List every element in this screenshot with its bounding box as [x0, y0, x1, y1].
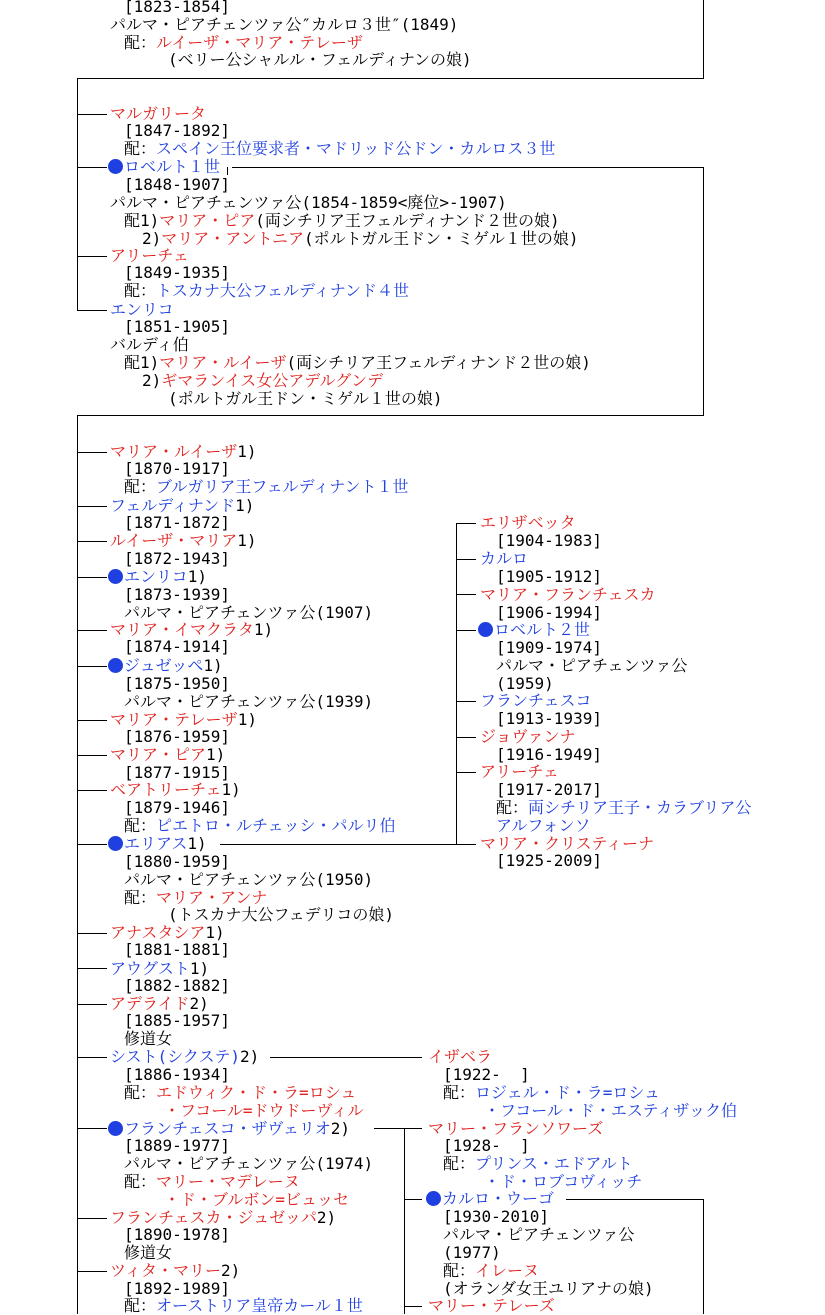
tree-text-line — [480, 550, 528, 568]
connector-line — [456, 523, 457, 845]
connector-line — [77, 666, 107, 667]
tree-text-line — [124, 1066, 230, 1084]
person-name[interactable]: カルロ・ウーゴ — [442, 1189, 555, 1208]
detail-text: 1) — [206, 745, 226, 764]
person-name[interactable]: マリア・イマクラタ — [110, 620, 254, 639]
tree-text-line — [164, 1102, 364, 1120]
connector-line — [456, 772, 476, 773]
detail-text: 1) — [237, 531, 257, 550]
detail-text: (両シチリア王フェルディナンド２世の娘) — [255, 211, 560, 230]
connector-line — [77, 256, 107, 257]
tree-text-line — [124, 728, 230, 746]
tree-text-line — [124, 941, 230, 959]
person-name[interactable]: マリア・ピア — [159, 211, 256, 230]
detail-text: パルマ・ピアチェンツァ公 — [443, 1225, 635, 1244]
tree-text-line — [496, 639, 602, 657]
tree-text-line — [480, 692, 592, 710]
tree-text-line — [124, 977, 230, 995]
detail-text: パルマ・ピアチェンツァ公(1939) — [124, 692, 374, 711]
detail-text: 2) — [142, 371, 162, 390]
tree-text-line — [443, 1155, 633, 1173]
tree-text-line — [124, 264, 230, 282]
detail-text: [1851-1905] — [124, 317, 230, 336]
connector-line — [270, 1057, 422, 1058]
detail-text: パルマ・ピアチェンツァ公 — [496, 656, 688, 675]
tree-text-line — [124, 586, 230, 604]
detail-text: [1913-1939] — [496, 709, 602, 728]
tree-text-line — [426, 1190, 554, 1208]
detail-text: [1905-1912] — [496, 567, 602, 586]
tree-text-line — [480, 728, 576, 746]
detail-text: パルマ・ピアチェンツァ公(1974) — [124, 1154, 374, 1173]
detail-text: [1890-1978] — [124, 1225, 230, 1244]
connector-line — [703, 1199, 704, 1314]
person-name[interactable]: スペイン王位要求者・マドリッド公ドン・カルロス３世 — [156, 139, 556, 158]
person-name[interactable]: アルフォンソ — [496, 816, 591, 835]
detail-text: バルディ伯 — [110, 335, 189, 354]
tree-text-line — [124, 0, 230, 16]
tree-text-line — [478, 621, 590, 639]
person-name[interactable]: アリーチェ — [110, 246, 189, 265]
tree-text-line — [168, 390, 442, 408]
tree-text-line — [108, 568, 207, 586]
person-name[interactable]: エリアス — [124, 834, 188, 853]
detail-text: 配1) — [124, 353, 160, 372]
detail-text: 1) — [253, 620, 274, 639]
detail-text: [1875-1950] — [124, 674, 230, 693]
person-name[interactable]: マリア・ピア — [110, 745, 207, 764]
detail-text: [1848-1907] — [124, 175, 230, 194]
tree-text-line — [124, 550, 230, 568]
detail-text: パルマ・ピアチェンツァ公(1854-1859<廃位>-1907) — [110, 193, 507, 212]
tree-text-line — [110, 532, 256, 550]
detail-text: [1882-1882] — [124, 976, 230, 995]
tree-text-line — [124, 1030, 172, 1048]
detail-text: [1925-2009] — [496, 851, 602, 870]
detail-text: 1) — [237, 710, 257, 729]
detail-text: [1922- ] — [443, 1065, 530, 1084]
detail-text: [1917-2017] — [496, 780, 602, 799]
connector-line — [404, 1306, 422, 1307]
connector-line — [77, 415, 704, 416]
tree-text-line — [124, 212, 560, 230]
detail-text: [1881-1881] — [124, 940, 230, 959]
tree-text-line — [496, 710, 602, 728]
tree-text-line — [124, 1226, 230, 1244]
connector-line — [77, 1128, 107, 1129]
detail-text: 配： — [124, 139, 157, 158]
person-name[interactable]: エンリコ — [124, 567, 188, 586]
person-name[interactable]: ブルガリア王フェルディナント１世 — [156, 477, 409, 496]
person-name[interactable]: アナスタシア — [110, 923, 206, 942]
tree-text-line — [110, 1048, 259, 1066]
person-name[interactable]: フランチェスコ・ザヴェリオ — [124, 1119, 331, 1138]
tree-text-line — [124, 817, 396, 835]
tree-text-line — [496, 852, 602, 870]
tree-text-line — [480, 514, 576, 532]
detail-text: [1930-2010] — [443, 1207, 549, 1226]
tree-text-line — [142, 230, 578, 248]
tree-text-line — [496, 532, 602, 550]
person-name[interactable]: ・ド・ブルボン=ビュッセ — [164, 1190, 349, 1209]
person-name[interactable]: アデライド — [110, 994, 190, 1013]
person-name[interactable]: オーストリア皇帝カール１世 — [156, 1296, 363, 1315]
tree-text-line — [108, 158, 220, 176]
tree-text-line — [124, 140, 555, 158]
detail-text: 2) — [240, 1047, 260, 1066]
person-name[interactable]: アリーチェ — [480, 762, 559, 781]
person-name[interactable]: ベアトリーチェ — [110, 780, 222, 799]
connector-line — [77, 844, 107, 845]
tree-text-line — [124, 514, 230, 532]
connector-line — [77, 506, 107, 507]
person-name[interactable]: イザベラ — [428, 1047, 493, 1066]
connector-line — [703, 0, 704, 78]
connector-line — [77, 755, 107, 756]
connector-line — [77, 933, 107, 934]
tree-text-line — [142, 372, 383, 390]
detail-text: [1880-1959] — [124, 852, 230, 871]
tree-text-line — [443, 1262, 539, 1280]
person-name[interactable]: アウグスト — [110, 959, 190, 978]
tree-text-line — [443, 1244, 501, 1262]
person-name[interactable]: ツィタ・マリー — [110, 1261, 222, 1280]
connector-line — [456, 523, 476, 524]
connector-line — [77, 415, 78, 1314]
connector-line — [77, 167, 107, 168]
detail-text: パルマ・ピアチェンツァ公(1907) — [124, 603, 374, 622]
connector-line — [220, 844, 456, 845]
tree-text-line — [496, 568, 602, 586]
tree-text-line — [480, 763, 559, 781]
connector-line — [232, 167, 704, 168]
tree-text-line — [124, 176, 230, 194]
connector-line — [77, 114, 107, 115]
person-name[interactable]: イレーヌ — [475, 1261, 540, 1280]
connector-line — [77, 790, 107, 791]
detail-text: 配： — [124, 33, 157, 52]
person-name[interactable]: ルイーザ・マリア・テレーザ — [156, 33, 363, 52]
person-name[interactable]: ジュゼッペ — [124, 656, 204, 675]
tree-text-line — [124, 354, 591, 372]
connector-line — [77, 78, 704, 79]
ruler-marker-icon — [426, 1191, 441, 1206]
connector-line — [77, 720, 107, 721]
person-name[interactable]: カルロ — [480, 549, 529, 568]
detail-text: 1) — [187, 567, 207, 586]
tree-text-line — [124, 282, 409, 300]
person-name[interactable]: エンリコ — [110, 300, 174, 319]
detail-text: (1977) — [443, 1243, 501, 1262]
tree-text-line — [110, 781, 241, 799]
person-name[interactable]: 両シチリア王子・カラブリア公 — [528, 798, 752, 817]
detail-text: [1877-1915] — [124, 763, 230, 782]
person-name[interactable]: ギマランイス女公アデルグンデ — [161, 371, 384, 390]
tree-text-line — [108, 657, 223, 675]
connector-line — [77, 452, 107, 453]
connector-line — [566, 1199, 704, 1200]
detail-text: (ポルトガル王ドン・ミゲル１世の娘) — [304, 229, 579, 248]
ruler-marker-icon — [108, 569, 123, 584]
tree-text-line — [443, 1208, 549, 1226]
tree-text-line — [124, 1244, 172, 1262]
detail-text: (オランダ女王ユリアナの娘) — [443, 1279, 654, 1298]
detail-text: [1916-1949] — [496, 745, 602, 764]
connector-line — [456, 701, 476, 702]
tree-text-line — [110, 746, 225, 764]
detail-text: [1873-1939] — [124, 585, 230, 604]
detail-text: (トスカナ大公フェデリコの娘) — [168, 905, 394, 924]
tree-text-line — [428, 1048, 492, 1066]
tree-text-line — [496, 657, 687, 675]
detail-text: 配： — [443, 1154, 476, 1173]
tree-text-line — [480, 586, 656, 604]
person-name[interactable]: ルイーザ・マリア — [110, 531, 238, 550]
tree-text-line — [110, 1262, 240, 1280]
detail-text: [1870-1917] — [124, 459, 230, 478]
connector-line — [374, 1128, 422, 1129]
detail-text: 配： — [124, 888, 157, 907]
detail-text: (両シチリア王フェルディナンド２世の娘) — [286, 353, 591, 372]
person-name[interactable]: マリア・アンナ — [156, 888, 268, 907]
connector-line — [456, 630, 476, 631]
tree-text-line — [124, 853, 230, 871]
tree-text-line — [443, 1066, 530, 1084]
connector-line — [227, 167, 228, 175]
person-name[interactable]: ロベルト１世 — [124, 157, 221, 176]
detail-text: 2) — [221, 1261, 241, 1280]
detail-text: 配： — [124, 281, 157, 300]
tree-text-line — [124, 122, 230, 140]
person-name[interactable]: マリア・フランチェスカ — [480, 585, 656, 604]
ruler-marker-icon — [108, 159, 123, 174]
tree-text-line — [124, 799, 230, 817]
detail-text: 配： — [443, 1083, 476, 1102]
person-name[interactable]: マリア・ルイーザ — [110, 442, 238, 461]
person-name[interactable]: マリー・マデレーヌ — [156, 1172, 300, 1191]
person-name[interactable]: マリー・フランソワーズ — [428, 1119, 604, 1138]
detail-text: [1876-1959] — [124, 727, 230, 746]
person-name[interactable]: ピエトロ・ルチェッシ・パルリ伯 — [156, 816, 396, 835]
connector-line — [77, 1218, 107, 1219]
person-name[interactable]: ロベルト２世 — [494, 620, 591, 639]
detail-text: (1959) — [496, 674, 554, 693]
detail-text: [1823-1854] — [124, 0, 230, 16]
ruler-marker-icon — [108, 836, 123, 851]
detail-text: 2) — [316, 1208, 337, 1227]
person-name[interactable]: フランチェスコ — [480, 691, 592, 710]
detail-text: 配： — [124, 1083, 157, 1102]
detail-text: 2) — [142, 229, 162, 248]
tree-text-line — [124, 318, 230, 336]
detail-text: 配： — [443, 1261, 476, 1280]
detail-text: パルマ・ピアチェンツァ公(1950) — [124, 870, 374, 889]
connector-line — [77, 1004, 107, 1005]
detail-text: 配： — [124, 1296, 157, 1315]
detail-text: [1886-1934] — [124, 1065, 230, 1084]
person-name[interactable]: ロジェル・ド・ラ=ロシュ — [475, 1083, 661, 1102]
tree-text-line — [443, 1084, 660, 1102]
detail-text: 1) — [189, 959, 210, 978]
tree-text-line — [124, 1155, 373, 1173]
person-name[interactable]: フランチェスカ・ジュゼッパ — [110, 1208, 317, 1227]
tree-text-line — [484, 1102, 737, 1120]
detail-text: [1871-1872] — [124, 513, 230, 532]
tree-text-line — [496, 781, 602, 799]
detail-text: 修道女 — [124, 1029, 173, 1048]
detail-text: (ベリー公シャルル・フェルディナンの娘) — [168, 50, 472, 69]
tree-text-line — [496, 817, 591, 835]
tree-text-line — [428, 1297, 555, 1315]
detail-text: 配： — [124, 477, 157, 496]
person-name[interactable]: エリザベッタ — [480, 513, 576, 532]
detail-text: 1) — [237, 442, 257, 461]
tree-text-line — [443, 1226, 634, 1244]
ruler-marker-icon — [478, 622, 493, 637]
tree-text-line — [124, 460, 230, 478]
detail-text: 1) — [205, 923, 225, 942]
person-name[interactable]: マリア・クリスティーナ — [480, 834, 655, 853]
tree-text-line — [124, 675, 230, 693]
detail-text: [1892-1989] — [124, 1279, 230, 1298]
detail-text: 配： — [124, 816, 157, 835]
person-name[interactable]: トスカナ大公フェルディナンド４世 — [156, 281, 409, 300]
detail-text: [1909-1974] — [496, 638, 602, 657]
tree-text-line — [110, 194, 507, 212]
detail-text: [1847-1892] — [124, 121, 230, 140]
detail-text: [1885-1957] — [124, 1011, 230, 1030]
ruler-marker-icon — [108, 1121, 123, 1136]
detail-text: 2) — [330, 1119, 350, 1138]
connector-line — [77, 1271, 107, 1272]
person-name[interactable]: ジョヴァンナ — [480, 727, 576, 746]
detail-text: 配： — [124, 1172, 157, 1191]
tree-text-line — [124, 693, 373, 711]
detail-text: [1928- ] — [443, 1136, 530, 1155]
connector-line — [77, 541, 107, 542]
detail-text: 1) — [187, 834, 207, 853]
detail-text: 配： — [496, 798, 529, 817]
connector-line — [77, 968, 107, 969]
tree-text-line — [110, 336, 189, 354]
connector-line — [404, 1128, 405, 1314]
person-name[interactable]: エドウィク・ド・ラ=ロシュ — [156, 1083, 357, 1102]
tree-text-line — [164, 1191, 349, 1209]
tree-text-line — [124, 871, 373, 889]
detail-text: 1) — [235, 496, 255, 515]
connector-line — [456, 594, 476, 595]
tree-text-line — [108, 835, 207, 853]
person-name[interactable]: マリー・テレーズ — [428, 1296, 555, 1315]
tree-text-line — [124, 1012, 230, 1030]
person-name[interactable]: ・ド・ロブコヴィッチ — [484, 1172, 643, 1191]
detail-text: 配1) — [124, 211, 160, 230]
connector-line — [456, 844, 476, 845]
detail-text: [1879-1946] — [124, 798, 230, 817]
detail-text: 1) — [203, 656, 223, 675]
tree-text-line — [124, 1084, 356, 1102]
tree-text-line — [168, 51, 472, 69]
person-name[interactable]: マリア・ルイーザ — [159, 353, 287, 372]
tree-text-line — [443, 1137, 530, 1155]
person-name[interactable]: プリンス・エドアルト — [475, 1154, 633, 1173]
detail-text: [1889-1977] — [124, 1136, 230, 1155]
tree-text-line — [124, 478, 409, 496]
person-name[interactable]: シスト(シクステ) — [110, 1047, 240, 1066]
connector-line — [77, 310, 107, 311]
connector-line — [404, 1199, 422, 1200]
detail-text: 修道女 — [124, 1243, 173, 1262]
person-name[interactable]: マリア・アントニア — [161, 229, 304, 248]
detail-text: パルマ・ピアチェンツァ公″カルロ３世″(1849) — [110, 15, 459, 34]
tree-text-line — [496, 799, 751, 817]
tree-text-line — [124, 638, 230, 656]
connector-line — [456, 559, 476, 560]
tree-text-line — [124, 1297, 363, 1315]
detail-text: [1874-1914] — [124, 637, 230, 656]
connector-line — [77, 630, 107, 631]
detail-text: 2) — [189, 994, 209, 1013]
ruler-marker-icon — [108, 658, 123, 673]
tree-text-line — [124, 1173, 300, 1191]
tree-text-line — [124, 1137, 230, 1155]
detail-text: [1849-1935] — [124, 263, 230, 282]
detail-text: [1872-1943] — [124, 549, 230, 568]
detail-text: (ポルトガル王ドン・ミゲル１世の娘) — [168, 389, 443, 408]
detail-text: [1904-1983] — [496, 531, 602, 550]
connector-line — [77, 78, 78, 311]
detail-text: 1) — [221, 780, 241, 799]
person-name[interactable]: ・フコール=ドウドーヴィル — [164, 1101, 364, 1120]
person-name[interactable]: ・フコール・ド・エスティザック伯 — [484, 1101, 737, 1120]
connector-line — [77, 577, 107, 578]
connector-line — [703, 167, 704, 415]
person-name[interactable]: マルガリータ — [110, 104, 207, 123]
tree-text-line — [168, 906, 394, 924]
person-name[interactable]: フェルディナンド — [110, 496, 236, 515]
person-name[interactable]: マリア・テレーザ — [110, 710, 238, 729]
detail-text: [1906-1994] — [496, 603, 602, 622]
connector-line — [77, 1057, 107, 1058]
tree-text-line — [110, 16, 458, 34]
connector-line — [456, 737, 476, 738]
